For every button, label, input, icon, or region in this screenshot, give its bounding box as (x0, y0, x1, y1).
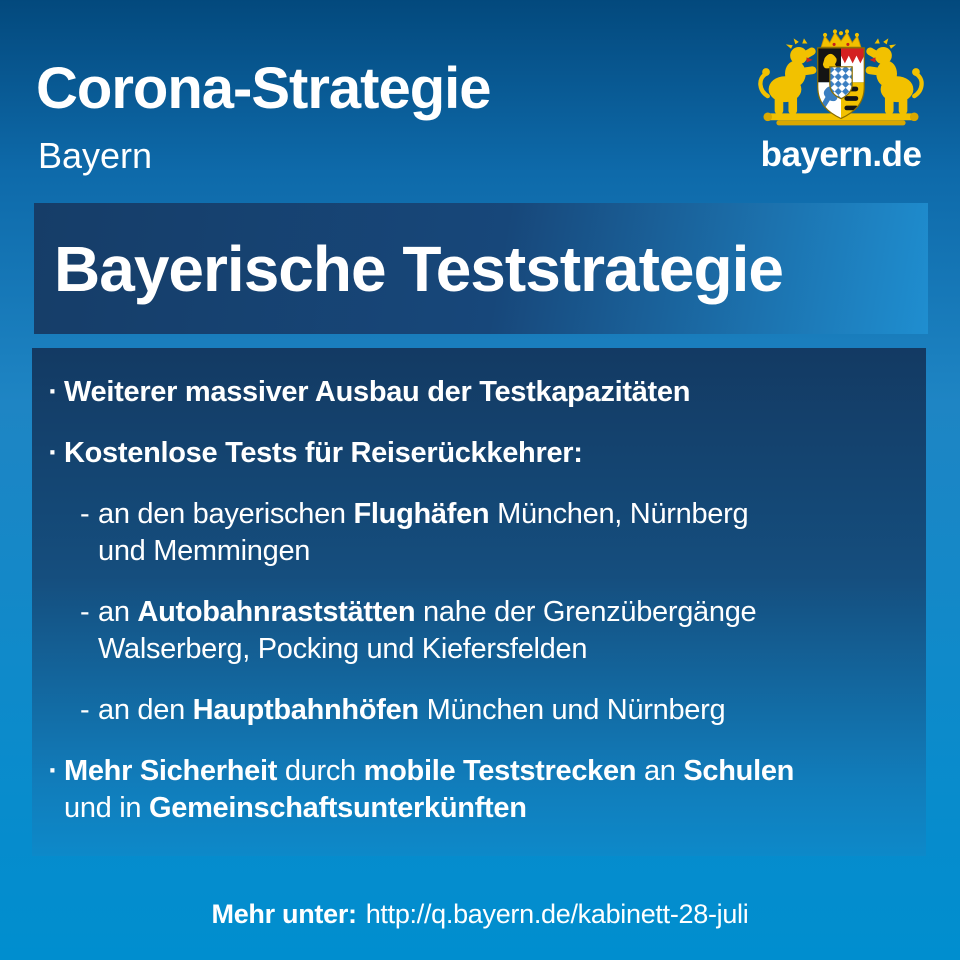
bullet-marker: · (48, 376, 58, 408)
list-item: · Kostenlose Tests für Reiserückkehrer: (42, 435, 898, 472)
list-item: · Weiterer massiver Ausbau der Testkapazitäten (42, 374, 898, 411)
bavaria-coat-of-arms-icon (750, 22, 932, 134)
bullet-marker: · (48, 437, 58, 469)
strategy-list (42, 374, 898, 827)
list-item: - an den bayerischen Flughäfen München, Nürnberg und Memmingen (80, 496, 898, 570)
list-item: - an Autobahnraststätten nahe der Grenzübergänge Walserberg, Pocking und Kiefersfelden (80, 594, 898, 668)
bayern-logo (750, 22, 932, 175)
page-subtitle: Bayern (38, 135, 153, 176)
banner-title: Bayerische Teststrategie (54, 232, 783, 305)
list-item: - an den Hauptbahnhöfen München und Nürnberg (80, 692, 898, 729)
bullet-marker: - (80, 694, 90, 726)
footer-label: Mehr unter: (211, 899, 357, 929)
page-title: Corona-Strategie (36, 56, 491, 121)
headline-banner (34, 203, 928, 334)
bullet-marker: - (80, 498, 90, 530)
bullet-marker: · (48, 755, 58, 787)
footer-url: http://q.bayern.de/kabinett-28-juli (365, 899, 749, 929)
brand-text: bayern.de (760, 135, 922, 174)
content-panel (32, 348, 926, 856)
list-item: · Mehr Sicherheit durch mobile Teststrecken an Schulen und in Gemeinschaftsunterkünften (42, 753, 898, 827)
bullet-marker: - (80, 596, 90, 628)
footer (0, 899, 960, 930)
